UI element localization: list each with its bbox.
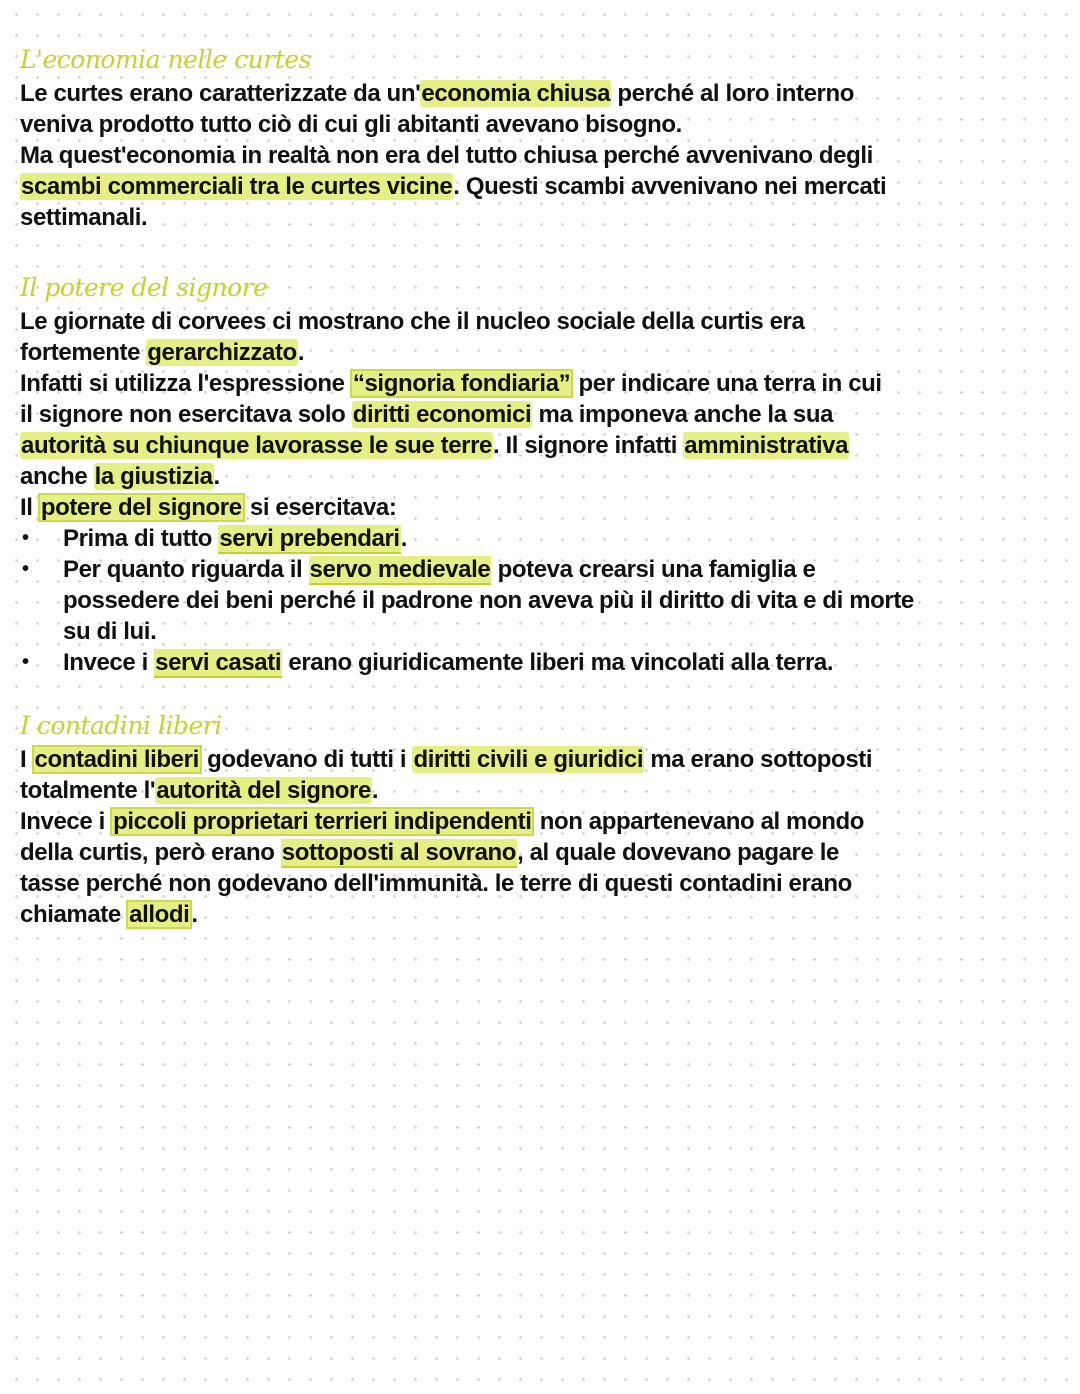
highlighted-term: servi casati [155, 649, 282, 676]
text-segment: Invece i [20, 808, 112, 835]
highlighted-term: “signoria fondiaria” [352, 370, 571, 397]
highlighted-term: autorità su chiunque lavorasse le sue terre [21, 432, 492, 459]
text-segment: Il [20, 494, 39, 521]
bullet-icon: • [22, 651, 29, 673]
highlighted-term: la giustizia [94, 463, 213, 490]
text-line [20, 430, 1060, 461]
text-segment: . [213, 463, 220, 490]
text-line [20, 837, 1060, 868]
bullet-item [20, 554, 1060, 585]
highlighted-term: sottoposti al sovrano [281, 839, 517, 866]
text-line [20, 744, 1060, 775]
text-segment: si esercitava: [243, 494, 397, 521]
text-segment: . Il signore infatti [492, 432, 684, 459]
text-line [20, 306, 1060, 337]
text-segment: possedere dei beni perché il padrone non aveva più il diritto di vita e di morte [63, 587, 914, 614]
text-line [20, 202, 1060, 233]
text-segment: . [297, 339, 305, 366]
text-segment: su di lui. [63, 618, 157, 645]
highlighted-term: contadini liberi [34, 746, 199, 773]
highlighted-term: economia chiusa [421, 80, 611, 107]
text-segment: Le giornate di corvees ci mostrano che il nucleo sociale della curtis era [20, 308, 805, 335]
section-contadini-liberi [20, 708, 1060, 930]
text-line [20, 899, 1060, 930]
highlighted-term: potere del signore [40, 494, 242, 521]
text-segment: Invece i [63, 649, 155, 676]
highlighted-term: amministrativa [684, 432, 849, 459]
text-segment: chiamate [20, 901, 128, 928]
highlighted-term: gerarchizzato [147, 339, 297, 366]
text-segment: Prima di tutto [63, 525, 219, 552]
text-line [20, 806, 1060, 837]
text-segment: settimanali. [20, 204, 148, 231]
text-line [20, 171, 1060, 202]
text-line [20, 492, 1060, 523]
text-segment: I [20, 746, 33, 773]
bullet-item [20, 523, 1060, 554]
text-segment: ma erano sottoposti [644, 746, 873, 773]
text-line [20, 868, 1060, 899]
text-line [20, 616, 1060, 647]
text-segment: . [371, 777, 379, 804]
text-segment: Le curtes erano caratterizzate da un' [20, 80, 421, 107]
text-segment: . [191, 901, 198, 928]
text-segment: fortemente [20, 339, 147, 366]
text-segment: ma imponeva anche la sua [532, 401, 834, 428]
text-segment: il signore non esercitava solo [20, 401, 352, 428]
text-segment: , al quale dovevano pagare le [517, 839, 839, 866]
highlighted-term: diritti economici [352, 401, 532, 428]
text-line [20, 78, 1060, 109]
text-segment: non appartenevano al mondo [533, 808, 865, 835]
text-segment: erano giuridicamente liberi ma vincolati alla terra. [282, 649, 834, 676]
text-segment: . [400, 525, 407, 552]
section-heading: L'economia nelle curtes [20, 45, 311, 74]
text-line [20, 368, 1060, 399]
highlighted-term: piccoli proprietari terrieri indipendenti [113, 808, 532, 835]
bullet-item [20, 647, 1060, 678]
text-line [20, 461, 1060, 492]
text-segment: veniva prodotto tutto ciò di cui gli abitanti avevano bisogno. [20, 111, 682, 138]
text-segment: poteva crearsi una famiglia e [491, 556, 816, 583]
highlighted-term: scambi commerciali tra le curtes vicine [21, 173, 453, 200]
text-segment: Infatti si utilizza l'espressione [20, 370, 351, 397]
text-line [20, 140, 1060, 171]
text-segment: della curtis, però erano [20, 839, 281, 866]
highlighted-term: servi prebendari [219, 525, 400, 552]
section-economia-curtes [20, 42, 1060, 233]
highlighted-term: autorità del signore [156, 777, 371, 804]
text-segment: per indicare una terra in cui [572, 370, 882, 397]
text-segment: totalmente l' [20, 777, 156, 804]
text-segment: tasse perché non godevano dell'immunità. le terre di questi contadini erano [20, 870, 852, 897]
text-segment: Ma quest'economia in realtà non era del tutto chiusa perché avvenivano degli [20, 142, 873, 169]
highlighted-term: allodi [129, 901, 190, 928]
section-heading: Il potere del signore [20, 273, 268, 302]
text-line [20, 337, 1060, 368]
section-heading: I contadini liberi [20, 711, 222, 740]
text-line [20, 399, 1060, 430]
text-line [20, 585, 1060, 616]
text-line [20, 109, 1060, 140]
bullet-icon: • [22, 527, 29, 549]
section-potere-signore [20, 270, 1060, 678]
text-segment: Per quanto riguarda il [63, 556, 309, 583]
text-segment: anche [20, 463, 94, 490]
text-line [20, 775, 1060, 806]
bullet-icon: • [22, 558, 29, 580]
text-segment: . Questi scambi avvenivano nei mercati [453, 173, 887, 200]
text-segment: perché al loro interno [611, 80, 854, 107]
highlighted-term: servo medievale [309, 556, 491, 583]
text-segment: godevano di tutti i [200, 746, 413, 773]
highlighted-term: diritti civili e giuridici [413, 746, 644, 773]
